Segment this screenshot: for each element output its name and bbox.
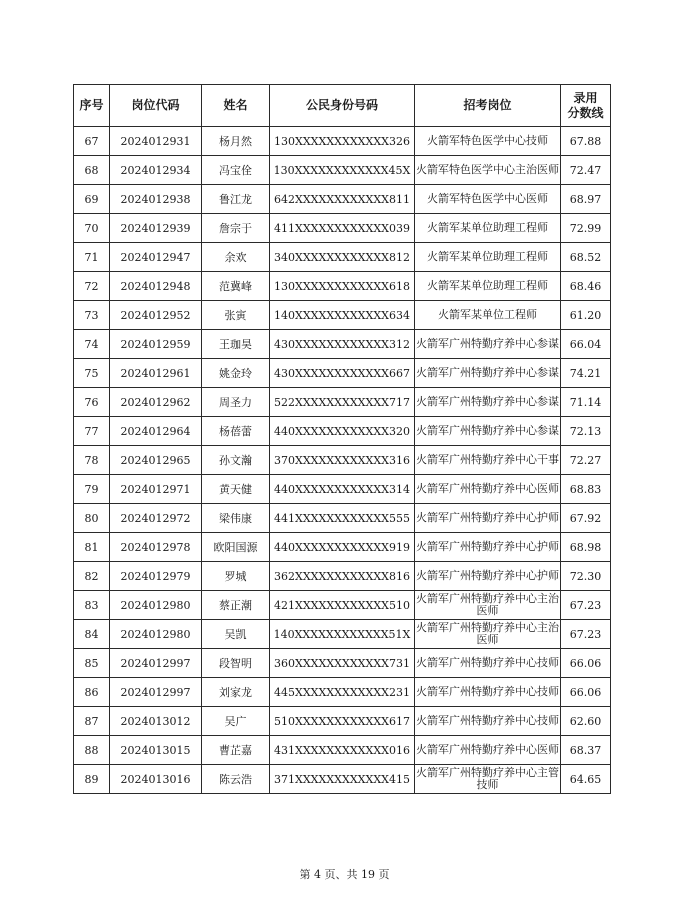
header-name: 姓名 <box>202 85 270 127</box>
cell-seq: 83 <box>74 591 110 620</box>
table-row <box>74 127 611 156</box>
cell-id-number: 360XXXXXXXXXXXX731 <box>270 649 415 678</box>
cell-score: 68.98 <box>561 533 611 562</box>
cell-id-number: 431XXXXXXXXXXXX016 <box>270 736 415 765</box>
cell-id-number: 441XXXXXXXXXXXX555 <box>270 504 415 533</box>
cell-seq: 68 <box>74 156 110 185</box>
cell-name: 黄天健 <box>202 475 270 504</box>
table-row <box>74 678 611 707</box>
cell-code: 2024012931 <box>110 127 202 156</box>
table-header-row <box>74 85 611 127</box>
cell-code: 2024012961 <box>110 359 202 388</box>
cell-seq: 71 <box>74 243 110 272</box>
cell-score: 67.23 <box>561 591 611 620</box>
cell-seq: 75 <box>74 359 110 388</box>
cell-name: 詹宗于 <box>202 214 270 243</box>
cell-score: 64.65 <box>561 765 611 794</box>
cell-name: 孙文瀚 <box>202 446 270 475</box>
cell-name: 姚金玲 <box>202 359 270 388</box>
cell-score: 74.21 <box>561 359 611 388</box>
cell-name: 周圣力 <box>202 388 270 417</box>
cell-name: 杨月然 <box>202 127 270 156</box>
table-row <box>74 301 611 330</box>
table-row <box>74 504 611 533</box>
cell-code: 2024013015 <box>110 736 202 765</box>
cell-id-number: 340XXXXXXXXXXXX812 <box>270 243 415 272</box>
cell-name: 段智明 <box>202 649 270 678</box>
cell-code: 2024012934 <box>110 156 202 185</box>
cell-id-number: 370XXXXXXXXXXXX316 <box>270 446 415 475</box>
cell-seq: 73 <box>74 301 110 330</box>
cell-score: 72.30 <box>561 562 611 591</box>
header-seq: 序号 <box>74 85 110 127</box>
table-row <box>74 214 611 243</box>
cell-code: 2024013012 <box>110 707 202 736</box>
cell-name: 罗城 <box>202 562 270 591</box>
table-row <box>74 388 611 417</box>
cell-code: 2024012947 <box>110 243 202 272</box>
cell-code: 2024012948 <box>110 272 202 301</box>
cell-name: 王珈昊 <box>202 330 270 359</box>
cell-code: 2024012980 <box>110 620 202 649</box>
table-row <box>74 417 611 446</box>
cell-score: 68.37 <box>561 736 611 765</box>
cell-seq: 87 <box>74 707 110 736</box>
cell-seq: 81 <box>74 533 110 562</box>
header-score <box>561 85 611 127</box>
table-row <box>74 533 611 562</box>
cell-score: 71.14 <box>561 388 611 417</box>
cell-name: 杨蓓蕾 <box>202 417 270 446</box>
cell-code: 2024013016 <box>110 765 202 794</box>
cell-score: 68.97 <box>561 185 611 214</box>
cell-post: 火箭军广州特勤疗养中心医师 <box>415 475 561 504</box>
cell-seq: 82 <box>74 562 110 591</box>
cell-code: 2024012971 <box>110 475 202 504</box>
table-row <box>74 736 611 765</box>
cell-id-number: 411XXXXXXXXXXXX039 <box>270 214 415 243</box>
cell-id-number: 362XXXXXXXXXXXX816 <box>270 562 415 591</box>
cell-post: 火箭军某单位助理工程师 <box>415 243 561 272</box>
cell-score: 66.04 <box>561 330 611 359</box>
cell-seq: 76 <box>74 388 110 417</box>
cell-code: 2024012964 <box>110 417 202 446</box>
cell-score: 68.46 <box>561 272 611 301</box>
cell-seq: 84 <box>74 620 110 649</box>
cell-score: 72.47 <box>561 156 611 185</box>
table-row <box>74 330 611 359</box>
table-row <box>74 243 611 272</box>
cell-id-number: 445XXXXXXXXXXXX231 <box>270 678 415 707</box>
cell-code: 2024012959 <box>110 330 202 359</box>
cell-code: 2024012980 <box>110 591 202 620</box>
cell-name: 吴凯 <box>202 620 270 649</box>
cell-id-number: 140XXXXXXXXXXXX51X <box>270 620 415 649</box>
cell-post: 火箭军某单位助理工程师 <box>415 272 561 301</box>
table-row <box>74 185 611 214</box>
cell-post: 火箭军广州特勤疗养中心技师 <box>415 707 561 736</box>
cell-seq: 86 <box>74 678 110 707</box>
table-row <box>74 156 611 185</box>
table-row <box>74 562 611 591</box>
cell-id-number: 130XXXXXXXXXXXX45X <box>270 156 415 185</box>
cell-score: 68.83 <box>561 475 611 504</box>
cell-score: 68.52 <box>561 243 611 272</box>
header-post: 招考岗位 <box>415 85 561 127</box>
table-row <box>74 620 611 649</box>
page-number: 第 4 页、共 19 页 <box>299 868 390 881</box>
header-score-line1: 录用 <box>573 90 598 105</box>
cell-score: 62.60 <box>561 707 611 736</box>
cell-id-number: 430XXXXXXXXXXXX312 <box>270 330 415 359</box>
cell-name: 范冀峰 <box>202 272 270 301</box>
cell-id-number: 510XXXXXXXXXXXX617 <box>270 707 415 736</box>
cell-score: 67.92 <box>561 504 611 533</box>
cell-name: 蔡正潮 <box>202 591 270 620</box>
cell-post: 火箭军广州特勤疗养中心医师 <box>415 736 561 765</box>
cell-name: 欧阳国源 <box>202 533 270 562</box>
cell-code: 2024012979 <box>110 562 202 591</box>
cell-seq: 74 <box>74 330 110 359</box>
table-row <box>74 359 611 388</box>
cell-id-number: 522XXXXXXXXXXXX717 <box>270 388 415 417</box>
cell-name: 余欢 <box>202 243 270 272</box>
cell-code: 2024012938 <box>110 185 202 214</box>
cell-post: 火箭军某单位工程师 <box>415 301 561 330</box>
cell-code: 2024012972 <box>110 504 202 533</box>
cell-score: 66.06 <box>561 678 611 707</box>
cell-seq: 72 <box>74 272 110 301</box>
cell-post: 火箭军广州特勤疗养中心参谋 <box>415 417 561 446</box>
cell-post: 火箭军广州特勤疗养中心主管技师 <box>415 765 561 794</box>
cell-post: 火箭军特色医学中心技师 <box>415 127 561 156</box>
cell-id-number: 421XXXXXXXXXXXX510 <box>270 591 415 620</box>
cell-seq: 85 <box>74 649 110 678</box>
cell-post: 火箭军广州特勤疗养中心主治医师 <box>415 620 561 649</box>
cell-post: 火箭军广州特勤疗养中心护师 <box>415 533 561 562</box>
table-body <box>74 127 611 794</box>
cell-post: 火箭军广州特勤疗养中心技师 <box>415 678 561 707</box>
cell-code: 2024012965 <box>110 446 202 475</box>
cell-name: 陈云浩 <box>202 765 270 794</box>
cell-post: 火箭军特色医学中心医师 <box>415 185 561 214</box>
cell-id-number: 440XXXXXXXXXXXX320 <box>270 417 415 446</box>
cell-name: 冯宝佺 <box>202 156 270 185</box>
cell-post: 火箭军广州特勤疗养中心技师 <box>415 649 561 678</box>
cell-score: 72.13 <box>561 417 611 446</box>
cell-code: 2024012962 <box>110 388 202 417</box>
cell-score: 72.27 <box>561 446 611 475</box>
cell-code: 2024012997 <box>110 649 202 678</box>
cell-post: 火箭军广州特勤疗养中心参谋 <box>415 359 561 388</box>
cell-seq: 67 <box>74 127 110 156</box>
cell-id-number: 371XXXXXXXXXXXX415 <box>270 765 415 794</box>
table-row <box>74 707 611 736</box>
cell-name: 梁伟康 <box>202 504 270 533</box>
cell-score: 61.20 <box>561 301 611 330</box>
header-id: 公民身份号码 <box>270 85 415 127</box>
cell-name: 刘家龙 <box>202 678 270 707</box>
header-score-line2: 分数线 <box>567 105 604 120</box>
table-row <box>74 272 611 301</box>
cell-code: 2024012978 <box>110 533 202 562</box>
cell-seq: 88 <box>74 736 110 765</box>
admission-table <box>73 84 611 794</box>
cell-code: 2024012939 <box>110 214 202 243</box>
table-row <box>74 591 611 620</box>
cell-seq: 79 <box>74 475 110 504</box>
cell-score: 67.23 <box>561 620 611 649</box>
cell-post: 火箭军广州特勤疗养中心参谋 <box>415 388 561 417</box>
cell-seq: 70 <box>74 214 110 243</box>
cell-post: 火箭军广州特勤疗养中心护师 <box>415 504 561 533</box>
cell-post: 火箭军广州特勤疗养中心护师 <box>415 562 561 591</box>
cell-score: 67.88 <box>561 127 611 156</box>
cell-seq: 77 <box>74 417 110 446</box>
cell-code: 2024012997 <box>110 678 202 707</box>
cell-post: 火箭军特色医学中心主治医师 <box>415 156 561 185</box>
cell-score: 66.06 <box>561 649 611 678</box>
cell-id-number: 140XXXXXXXXXXXX634 <box>270 301 415 330</box>
cell-name: 张寅 <box>202 301 270 330</box>
cell-code: 2024012952 <box>110 301 202 330</box>
cell-post: 火箭军广州特勤疗养中心主治医师 <box>415 591 561 620</box>
cell-score: 72.99 <box>561 214 611 243</box>
table-row <box>74 475 611 504</box>
cell-id-number: 130XXXXXXXXXXXX618 <box>270 272 415 301</box>
cell-id-number: 130XXXXXXXXXXXX326 <box>270 127 415 156</box>
cell-id-number: 440XXXXXXXXXXXX919 <box>270 533 415 562</box>
cell-post: 火箭军某单位助理工程师 <box>415 214 561 243</box>
cell-seq: 89 <box>74 765 110 794</box>
table-row <box>74 765 611 794</box>
cell-id-number: 440XXXXXXXXXXXX314 <box>270 475 415 504</box>
table-row <box>74 446 611 475</box>
cell-id-number: 430XXXXXXXXXXXX667 <box>270 359 415 388</box>
cell-post: 火箭军广州特勤疗养中心参谋 <box>415 330 561 359</box>
cell-name: 吴广 <box>202 707 270 736</box>
table-row <box>74 649 611 678</box>
header-code: 岗位代码 <box>110 85 202 127</box>
cell-post: 火箭军广州特勤疗养中心干事 <box>415 446 561 475</box>
cell-seq: 69 <box>74 185 110 214</box>
cell-name: 曹芷嘉 <box>202 736 270 765</box>
cell-seq: 78 <box>74 446 110 475</box>
cell-name: 鲁江龙 <box>202 185 270 214</box>
cell-id-number: 642XXXXXXXXXXXX811 <box>270 185 415 214</box>
cell-seq: 80 <box>74 504 110 533</box>
